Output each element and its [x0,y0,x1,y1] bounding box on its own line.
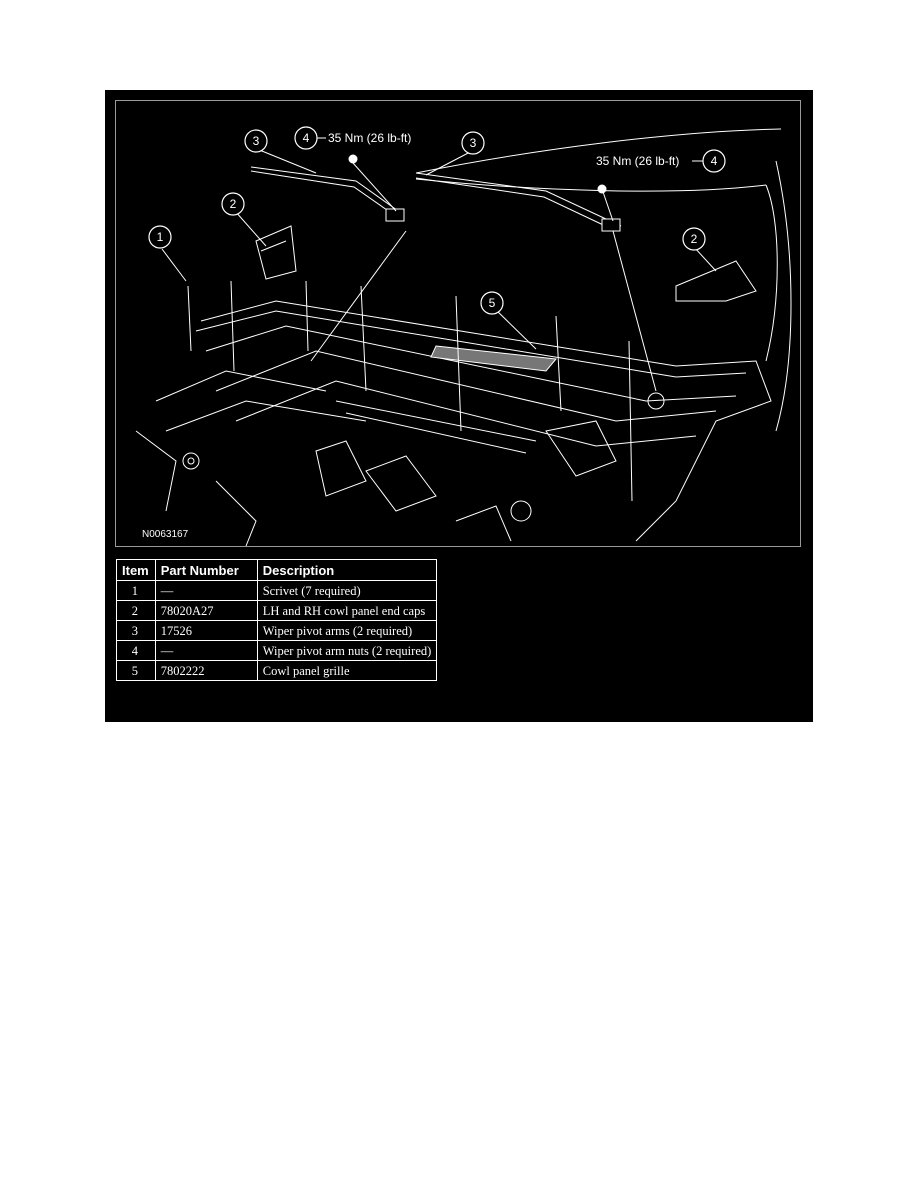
callout-5: 5 [488,296,496,310]
cowl-diagram [116,101,801,547]
description-cell: LH and RH cowl panel end caps [257,601,436,621]
callout-4-left: 4 [302,131,310,145]
item-cell: 2 [117,601,156,621]
item-cell: 3 [117,621,156,641]
callout-3-left: 3 [252,134,260,148]
table-row [117,581,437,601]
cowl-panel-illustration [115,100,801,547]
description-cell: Cowl panel grille [257,661,436,681]
description-cell: Wiper pivot arm nuts (2 required) [257,641,436,661]
part-number-cell: — [155,581,257,601]
table-row [117,621,437,641]
header-part-number: Part Number [155,560,257,581]
part-number-cell: 7802222 [155,661,257,681]
callout-1: 1 [156,230,164,244]
part-number-cell: 17526 [155,621,257,641]
figure-id: N0063167 [142,529,189,540]
item-cell: 5 [117,661,156,681]
header-description: Description [257,560,436,581]
torque-label-left: 35 Nm (26 lb-ft) [328,131,412,145]
torque-label-right: 35 Nm (26 lb-ft) [596,154,680,168]
figure-panel [105,90,813,722]
part-number-cell: 78020A27 [155,601,257,621]
callout-3-right: 3 [469,136,477,150]
callout-4-right: 4 [710,154,718,168]
item-cell: 1 [117,581,156,601]
table-row [117,641,437,661]
table-row [117,661,437,681]
description-cell: Wiper pivot arms (2 required) [257,621,436,641]
parts-table [116,559,437,681]
callout-2-right: 2 [690,232,698,246]
callout-2-left: 2 [229,197,237,211]
part-number-cell: — [155,641,257,661]
item-cell: 4 [117,641,156,661]
header-item: Item [117,560,156,581]
table-header-row [117,560,437,581]
table-row [117,601,437,621]
description-cell: Scrivet (7 required) [257,581,436,601]
